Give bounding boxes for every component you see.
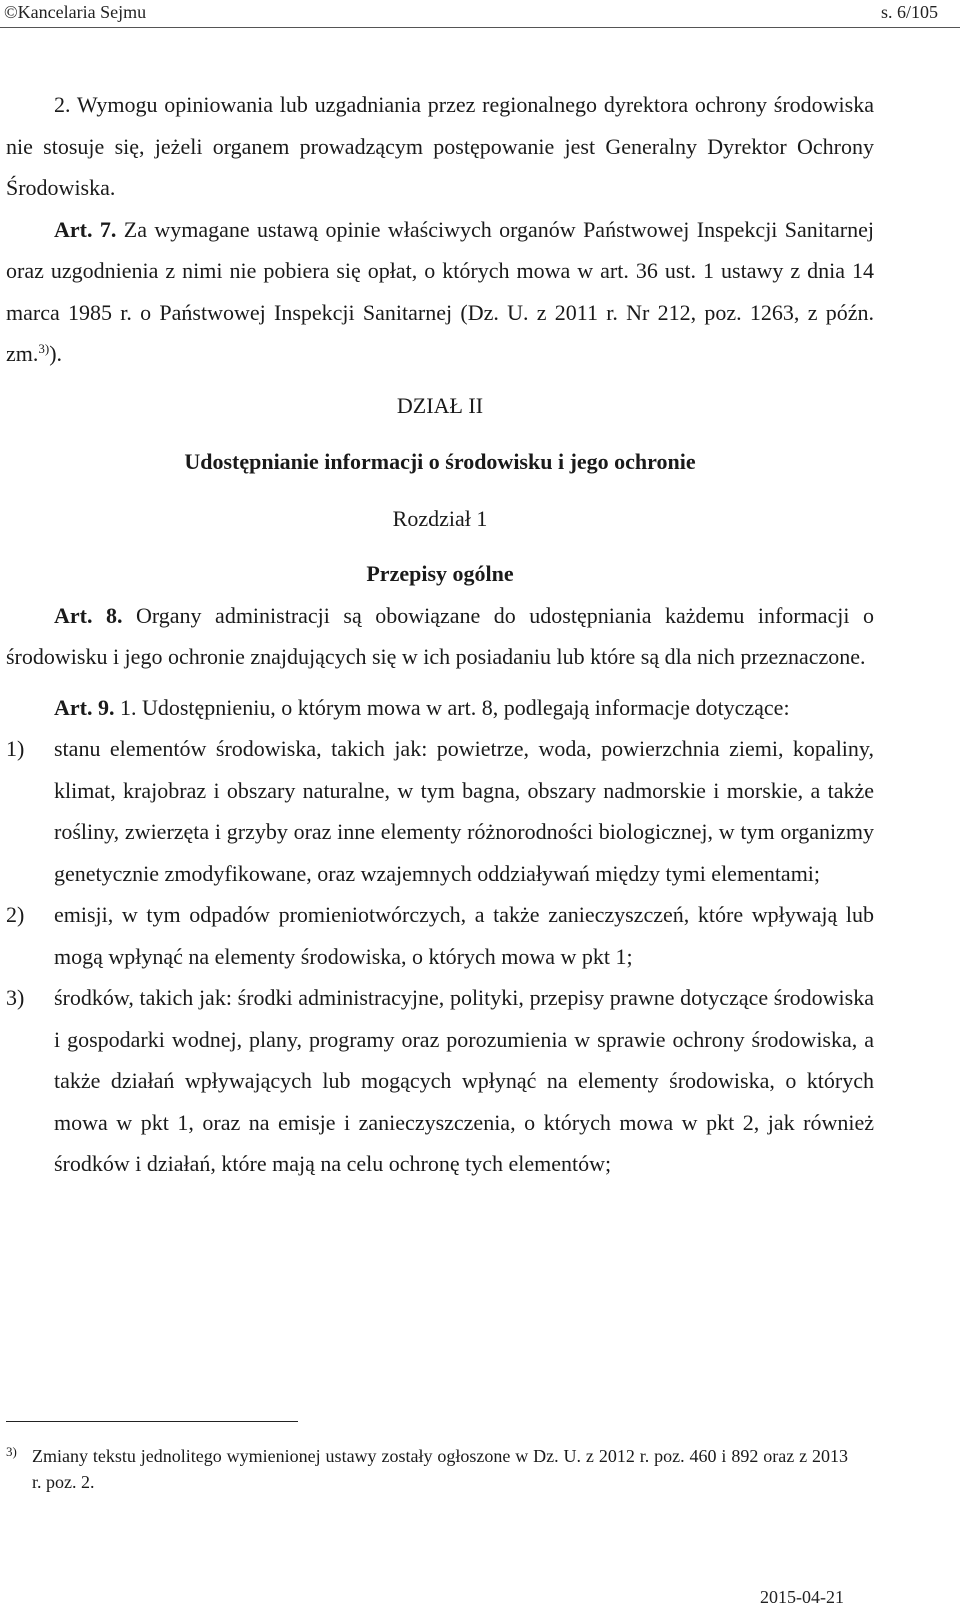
article-8-text: Organy administracji są obowiązane do udostępniania każdemu informacji o środowisku i jego ochronie znajdujących się w ich posiadaniu lub które są dla nich przeznaczone. <box>6 602 874 669</box>
footnote-divider <box>6 1421 298 1422</box>
footnote-text: Zmiany tekstu jednolitego wymienionej ustawy zostały ogłoszone w Dz. U. z 2012 r. poz. 460 i 892 oraz z 2013 r. poz. 2. <box>32 1446 848 1492</box>
chapter-heading: Rozdział 1 <box>392 505 488 531</box>
list-item-number: 1) <box>6 736 25 761</box>
chapter-title: Przepisy ogólne <box>366 561 514 586</box>
header-divider <box>0 27 960 28</box>
document-body <box>6 84 874 1185</box>
article-7-label: Art. 7. <box>54 216 117 242</box>
article-9-label: Art. 9. <box>54 694 115 720</box>
list-item <box>6 894 874 977</box>
list-item <box>6 977 874 1185</box>
article-8 <box>6 595 874 678</box>
footnote-number: 3) <box>6 1444 17 1459</box>
paragraph-2: 2. Wymogu opiniowania lub uzgadniania przez regionalnego dyrektora ochrony środowiska nie stosuje się, jeżeli organem prowadzącym postępowanie jest Generalny Dyrektor Ochrony Środowiska. <box>6 92 874 200</box>
division-heading: DZIAŁ II <box>396 392 484 418</box>
list-item-text: emisji, w tym odpadów promieniotwórczych, a także zanieczyszczeń, które wpływają lub mogą wpłynąć na elementy środowiska, o których mowa w pkt 1; <box>54 902 874 969</box>
article-9-text: 1. Udostępnieniu, o którym mowa w art. 8, podlegają informacje dotyczące: <box>114 694 790 720</box>
list-item-text: środków, takich jak: środki administracyjne, polityki, przepisy prawne dotyczące środowiska i gospodarki wodnej, plany, programy oraz porozumienia w sprawie ochrony środowiska, a także działań wpływających lub mogących wpłynąć na elementy środowiska, o których mowa w pkt 1, oraz na emisje i zanieczyszczenia, o których mowa w pkt 2, jak również środków i działań, które mają na celu ochronę tych elementów; <box>54 985 874 1176</box>
list-item <box>6 728 874 894</box>
article-7-end: ). <box>49 341 63 366</box>
header-publisher: ©Kancelaria Sejmu <box>4 2 147 22</box>
article-7-text: Za wymagane ustawą opinie właściwych organów Państwowej Inspekcji Sanitarnej oraz uzgodnienia z nimi nie pobiera się opłat, o których mowa w art. 36 ust. 1 ustawy z dnia 14 marca 1985 r. o Państwowej Inspekcji Sanitarnej (Dz. U. z 2011 r. Nr 212, poz. 1263, z późn. zm. <box>6 216 874 366</box>
article-9 <box>6 687 874 729</box>
article-7 <box>6 209 874 375</box>
article-8-label: Art. 8. <box>54 602 123 628</box>
footer-date: 2015-04-21 <box>760 1587 844 1607</box>
header-page-number: s. 6/105 <box>880 2 938 22</box>
page-header <box>0 2 960 24</box>
footnote <box>6 1443 848 1495</box>
list-item-number: 2) <box>6 902 25 927</box>
list-item-number: 3) <box>6 985 25 1010</box>
list-item-text: stanu elementów środowiska, takich jak: powietrze, woda, powierzchnia ziemi, kopaliny, klimat, krajobraz i obszary naturalne, w tym bagna, obszary nadmorskie i morskie, a także rośliny, zwierzęta i grzyby oraz inne elementy różnorodności biologicznej, w tym organizmy genetycznie zmodyfikowane, oraz wzajemnych oddziaływań między tymi elementami; <box>54 736 874 886</box>
division-title: Udostępnianie informacji o środowisku i jego ochronie <box>184 449 696 474</box>
article-9-list <box>6 728 874 1185</box>
footnote-ref: 3) <box>38 341 50 356</box>
